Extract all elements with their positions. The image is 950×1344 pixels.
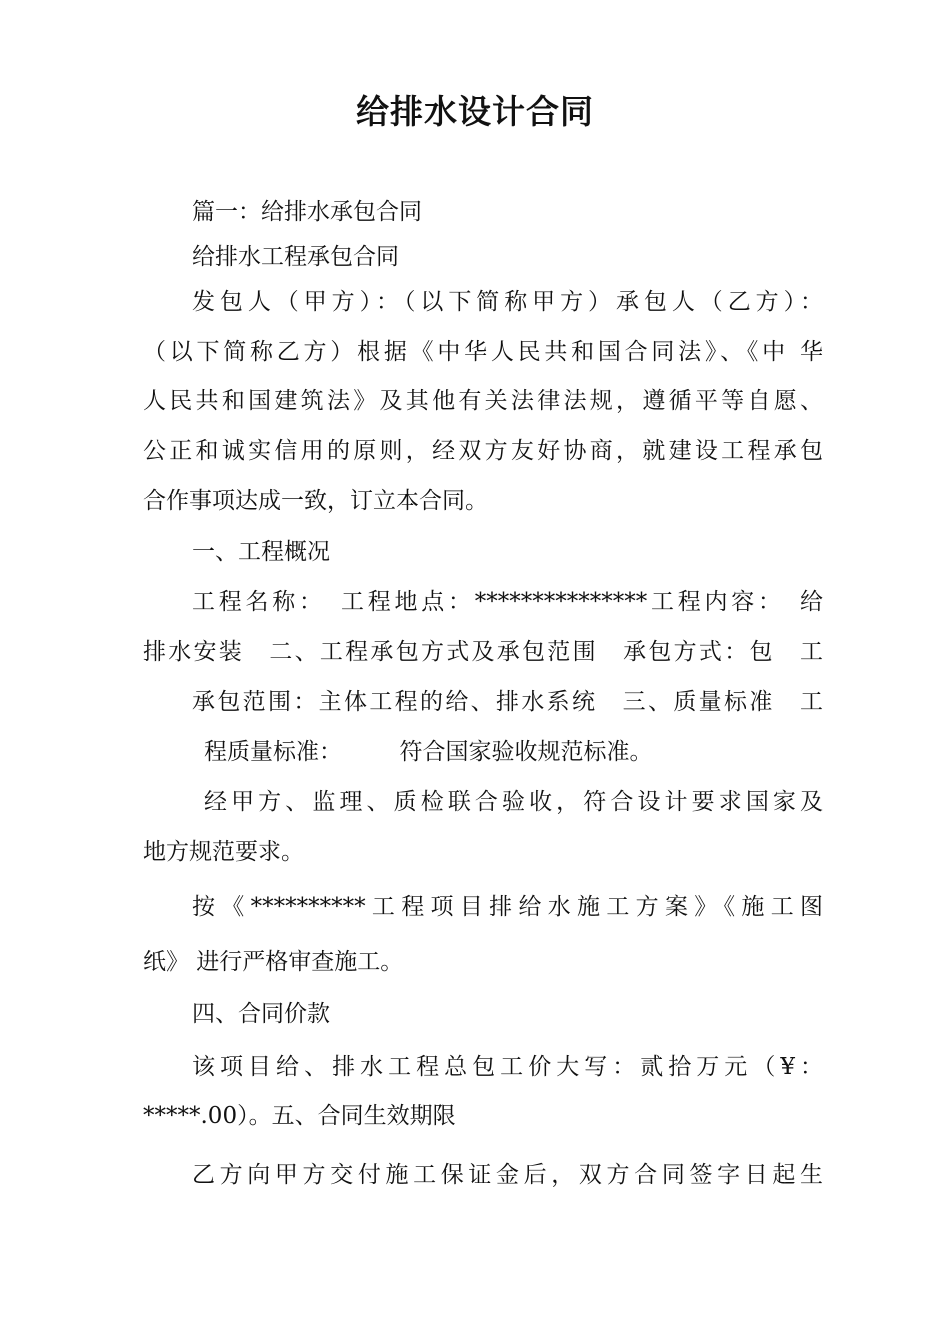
- paragraph-line: 地方规范要求。: [143, 839, 304, 865]
- section-heading-1: 篇一：给排水承包合同: [192, 199, 422, 225]
- section-heading-2: 一、工程概况: [192, 539, 330, 565]
- document-title: 给排水设计合同: [356, 92, 594, 131]
- paragraph-line: 人民共和国建筑法》及其他有关法律法规，遵循平等自愿、: [143, 388, 823, 414]
- paragraph-line: 合作事项达成一致，订立本合同。: [143, 488, 488, 514]
- section-heading-4: 四、合同价款: [192, 1001, 330, 1027]
- paragraph-line: （以下简称乙方）根据《中华人民共和国合同法》、《中 华: [143, 339, 823, 365]
- paragraph-line: 程质量标准： 符合国家验收规范标准。: [204, 739, 653, 765]
- paragraph-line: 该项目给、排水工程总包工价大写：贰拾万元（¥：: [192, 1054, 823, 1080]
- paragraph-line: 发包人（甲方）：（以下简称甲方）承包人（乙方）：: [192, 289, 823, 315]
- paragraph-line: 按《**********工程项目排给水施工方案》《施工图: [192, 894, 823, 920]
- paragraph-line: 纸》 进行严格审查施工。: [143, 949, 404, 975]
- paragraph-line: 经甲方、监理、质检联合验收，符合设计要求国家及: [204, 789, 823, 815]
- paragraph-line: 公正和诚实信用的原则，经双方友好协商，就建设工程承包: [143, 438, 823, 464]
- paragraph-line: 排水安装 二、工程承包方式及承包范围 承包方式：包 工: [143, 639, 823, 665]
- contract-name: 给排水工程承包合同: [192, 244, 399, 270]
- paragraph-line: *****.00）。五、合同生效期限: [143, 1103, 456, 1129]
- paragraph-line: 工程名称： 工程地点：***************工程内容： 给: [192, 589, 823, 615]
- paragraph-line: 承包范围：主体工程的给、排水系统 三、质量标准 工: [192, 689, 823, 715]
- paragraph-line: 乙方向甲方交付施工保证金后，双方合同签字日起生: [192, 1162, 823, 1188]
